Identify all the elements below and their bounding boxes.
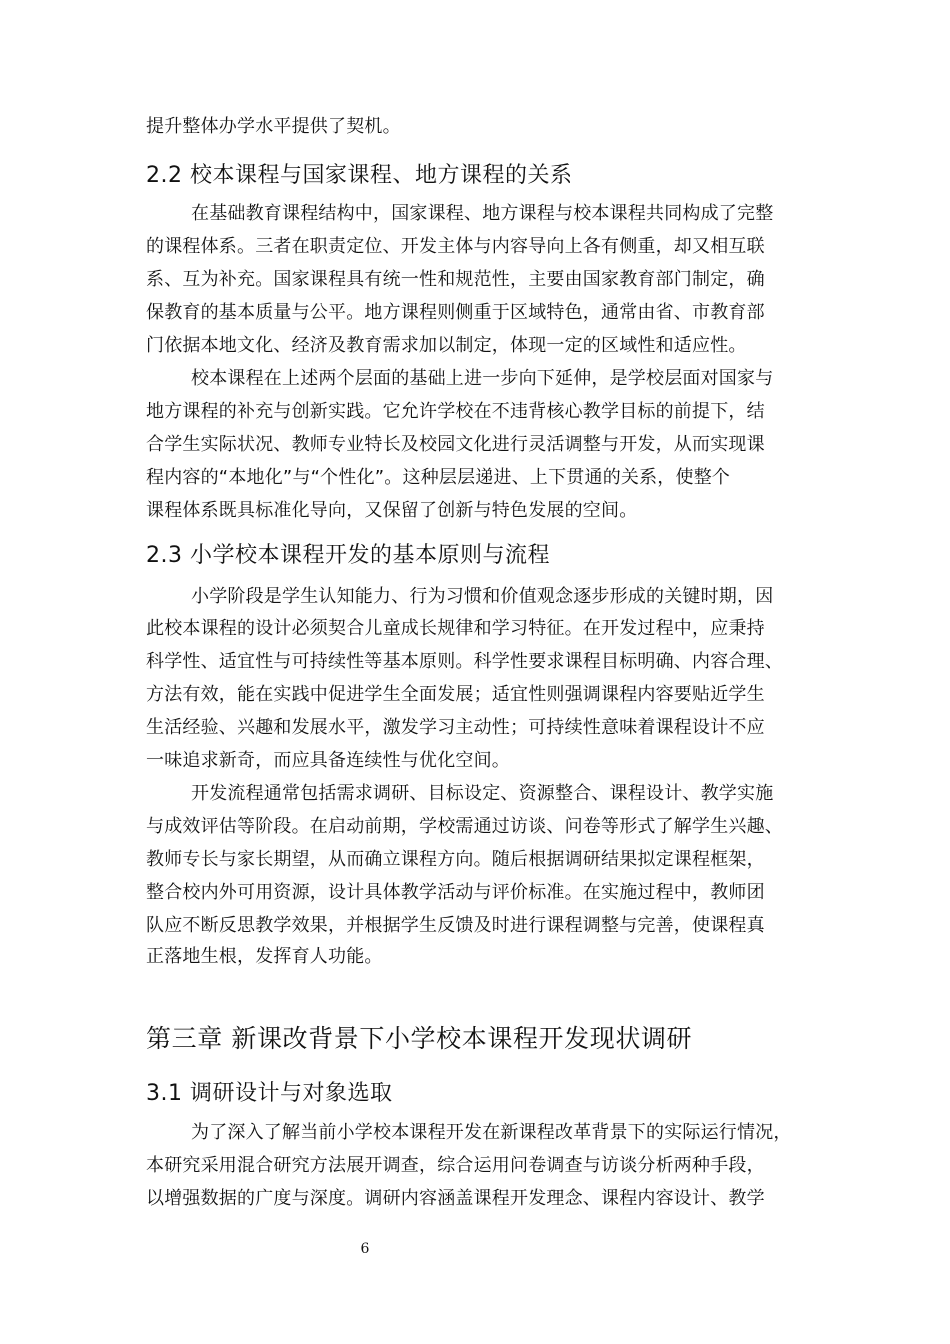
- paragraph-line: 合学生实际状况、教师专业特长及校园文化进行灵活调整与开发，从而实现课: [146, 434, 765, 455]
- paragraph-line: 系、互为补充。国家课程具有统一性和规范性，主要由国家教育部门制定，确: [146, 269, 765, 290]
- paragraph-line: 本研究采用混合研究方法展开调查，综合运用问卷调查与访谈分析两种手段，: [146, 1155, 765, 1176]
- paragraph-line: 在基础教育课程结构中，国家课程、地方课程与校本课程共同构成了完整: [191, 203, 774, 224]
- paragraph-line: 生活经验、兴趣和发展水平，激发学习主动性；可持续性意味着课程设计不应: [146, 717, 765, 738]
- section-heading-3-1: 3.1 调研设计与对象选取: [146, 1081, 393, 1106]
- chapter-heading-3: 第三章 新课改背景下小学校本课程开发现状调研: [146, 1024, 693, 1053]
- section-heading-2-2: 2.2 校本课程与国家课程、地方课程的关系: [146, 163, 573, 188]
- paragraph-line: 科学性、适宜性与可持续性等基本原则。科学性要求课程目标明确、内容合理、: [146, 651, 783, 672]
- section-heading-2-3: 2.3 小学校本课程开发的基本原则与流程: [146, 543, 550, 568]
- paragraph-line: 此校本课程的设计必须契合儿童成长规律和学习特征。在开发过程中，应秉持: [146, 618, 765, 639]
- page-number: 6: [360, 1241, 370, 1257]
- paragraph-line: 小学阶段是学生认知能力、行为习惯和价值观念逐步形成的关键时期，因: [191, 586, 774, 607]
- paragraph-line: 开发流程通常包括需求调研、目标设定、资源整合、课程设计、教学实施: [191, 783, 774, 804]
- paragraph-line: 地方课程的补充与创新实践。它允许学校在不违背核心教学目标的前提下，结: [146, 401, 765, 422]
- paragraph-line: 校本课程在上述两个层面的基础上进一步向下延伸，是学校层面对国家与: [191, 368, 774, 389]
- paragraph-line: 保教育的基本质量与公平。地方课程则侧重于区域特色，通常由省、市教育部: [146, 302, 765, 323]
- paragraph-line: 课程体系既具标准化导向，又保留了创新与特色发展的空间。: [146, 500, 638, 521]
- paragraph-line: 以增强数据的广度与深度。调研内容涵盖课程开发理念、课程内容设计、教学: [146, 1188, 765, 1209]
- paragraph-line: 程内容的“本地化”与“个性化”。这种层层递进、上下贯通的关系，使整个: [146, 467, 731, 488]
- paragraph-line: 教师专长与家长期望，从而确立课程方向。随后根据调研结果拟定课程框架，: [146, 849, 765, 870]
- paragraph-line: 的课程体系。三者在职责定位、开发主体与内容导向上各有侧重，却又相互联: [146, 236, 765, 257]
- paragraph-line: 为了深入了解当前小学校本课程开发在新课程改革背景下的实际运行情况，: [191, 1122, 792, 1143]
- paragraph-line: 正落地生根，发挥育人功能。: [146, 946, 383, 967]
- paragraph-line: 一味追求新奇，而应具备连续性与优化空间。: [146, 750, 510, 771]
- paragraph-line: 与成效评估等阶段。在启动前期，学校需通过访谈、问卷等形式了解学生兴趣、: [146, 816, 783, 837]
- paragraph-line: 门依据本地文化、经济及教育需求加以制定，体现一定的区域性和适应性。: [146, 335, 747, 356]
- paragraph-line: 方法有效，能在实践中促进学生全面发展；适宜性则强调课程内容要贴近学生: [146, 684, 765, 705]
- paragraph-line: 队应不断反思教学效果，并根据学生反馈及时进行课程调整与完善，使课程真: [146, 915, 765, 936]
- paragraph-line: 整合校内外可用资源，设计具体教学活动与评价标准。在实施过程中，教师团: [146, 882, 765, 903]
- paragraph-line: 提升整体办学水平提供了契机。: [146, 116, 401, 137]
